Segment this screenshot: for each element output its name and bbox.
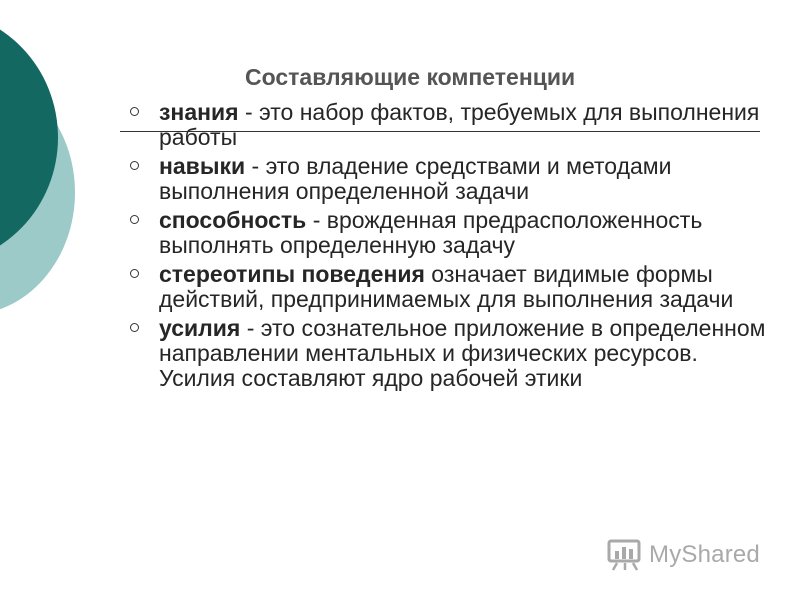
list-item [128, 154, 768, 204]
myshared-logo-icon [607, 538, 643, 572]
bullet-circle-icon [130, 215, 139, 224]
item-term: усилия [159, 315, 241, 341]
item-term: знания [159, 99, 239, 125]
myshared-watermark [607, 538, 760, 572]
item-term: стереотипы поведения [159, 261, 425, 287]
item-text: - врожденная предрасположенность выполнять определенную задачу [159, 207, 703, 258]
item-text: - это набор фактов, требуемых для выполнения работы [159, 99, 760, 150]
list-item [128, 100, 768, 150]
list-item [128, 208, 768, 258]
list-item [128, 262, 768, 312]
item-text: означает видимые формы действий, предпринимаемых для выполнения задачи [159, 261, 734, 312]
item-text: - это владение средствами и методами выполнения определенной задачи [159, 153, 672, 204]
watermark-text: MyShared [649, 541, 760, 568]
item-term: навыки [159, 153, 246, 179]
bullet-circle-icon [130, 323, 139, 332]
bullet-circle-icon [130, 107, 139, 116]
item-term: способность [159, 207, 307, 233]
slide-title: Составляющие компетенции [245, 64, 576, 90]
bullet-circle-icon [130, 161, 139, 170]
item-text: - это сознательное приложение в определенном направлении ментальных и физических ресурсов. Усилия составляют ядро рабочей этики [159, 315, 766, 391]
bullet-list [128, 100, 768, 395]
bullet-circle-icon [130, 269, 139, 278]
list-item [128, 316, 768, 391]
